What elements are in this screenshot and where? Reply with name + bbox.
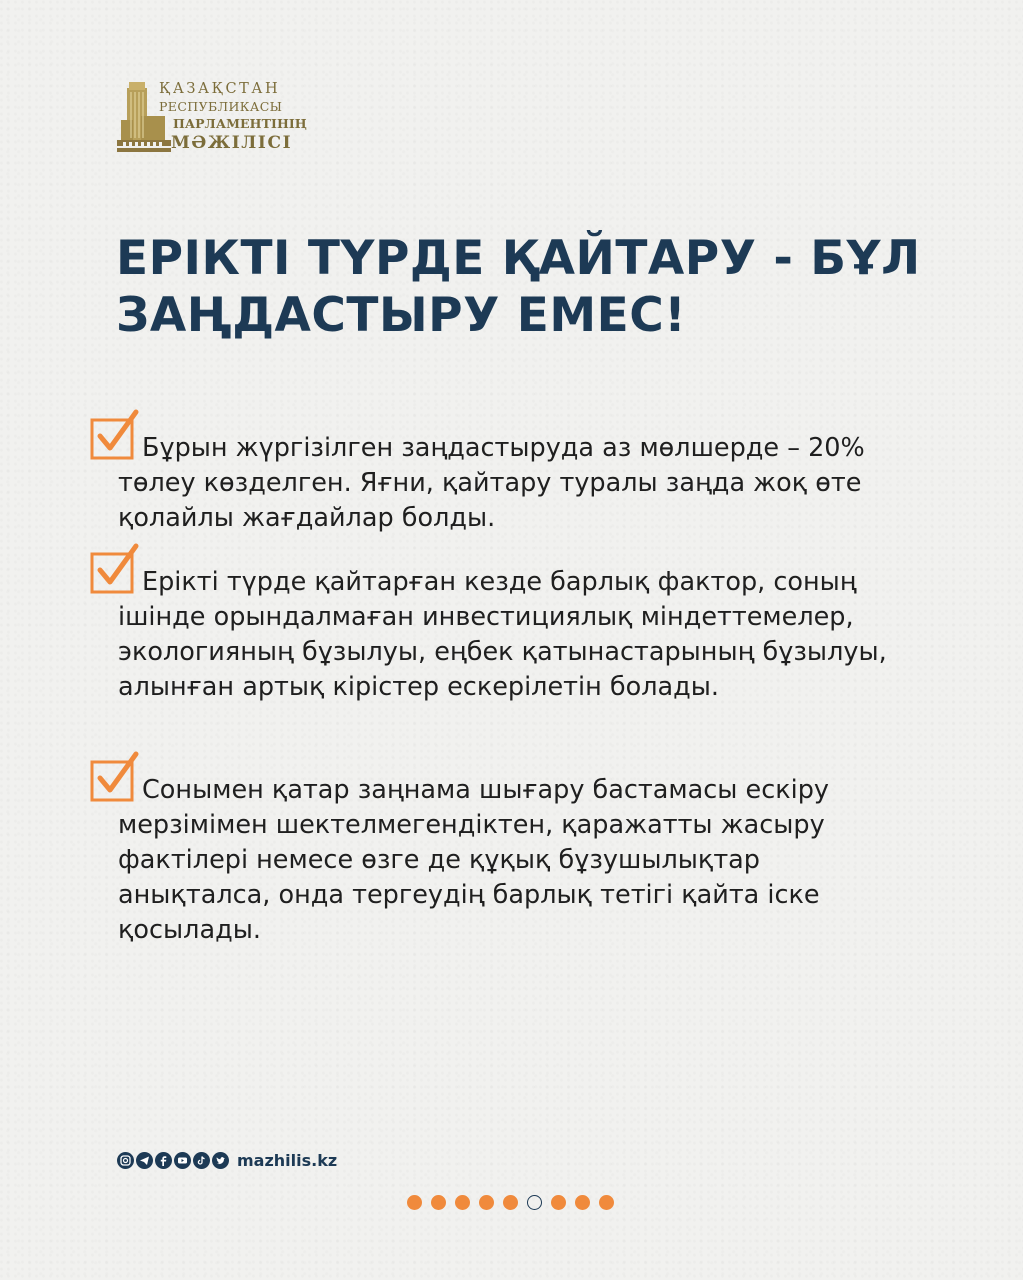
pagination-dots xyxy=(407,1195,623,1210)
website-link[interactable]: mazhilis.kz xyxy=(237,1150,338,1170)
logo-line-1: ҚАЗАҚСТАН xyxy=(159,81,281,97)
pagination-dot[interactable] xyxy=(431,1195,446,1210)
social-links xyxy=(117,1150,337,1170)
checkbox-checked-icon xyxy=(90,408,142,460)
list-item-text: Ерікті түрде қайтарған кезде барлық фактор, соның ішінде орындалмаған инвестициялық міндеттемелер, экологияның бұзылуы, еңбек қатынастарының бұзылуы, алынған артық кірістер ескерілетін болады. xyxy=(118,567,887,702)
pagination-dot[interactable] xyxy=(551,1195,566,1210)
pagination-dot[interactable] xyxy=(479,1195,494,1210)
instagram-icon[interactable] xyxy=(117,1152,134,1169)
twitter-icon[interactable] xyxy=(212,1152,229,1169)
page-title: ЕРІКТІ ТҮРДЕ ҚАЙТАРУ - БҰЛ ЗАҢДАСТЫРУ ЕМЕС! xyxy=(116,231,921,343)
pagination-dot-active[interactable] xyxy=(527,1195,542,1210)
parliament-logo xyxy=(117,80,307,154)
pagination-dot[interactable] xyxy=(455,1195,470,1210)
list-item xyxy=(90,542,910,705)
logo-line-2: РЕСПУБЛИКАСЫ xyxy=(159,98,283,114)
telegram-icon[interactable] xyxy=(136,1152,153,1169)
list-item-text: Бұрын жүргізілген заңдастыруда аз мөлшерде – 20% төлеу көзделген. Яғни, қайтару туралы заңда жоқ өте қолайлы жағдайлар болды. xyxy=(118,433,865,533)
logo-line-4: МӘЖІЛІСІ xyxy=(171,132,293,153)
list-item xyxy=(90,408,910,536)
list-item xyxy=(90,750,910,948)
logo-line-3: ПАРЛАМЕНТІНІҢ xyxy=(173,116,307,131)
facebook-icon[interactable] xyxy=(155,1152,172,1169)
pagination-dot[interactable] xyxy=(575,1195,590,1210)
checkbox-checked-icon xyxy=(90,750,142,802)
pagination-dot[interactable] xyxy=(407,1195,422,1210)
list-item-text: Сонымен қатар заңнама шығару бастамасы ескіру мерзімімен шектелмегендіктен, қаражатты жасыру фактілері немесе өзге де құқық бұзушылықтар анықталса, онда тергеудің барлық тетігі қайта іске қосылады. xyxy=(118,775,829,945)
tiktok-icon[interactable] xyxy=(193,1152,210,1169)
pagination-dot[interactable] xyxy=(503,1195,518,1210)
pagination-dot[interactable] xyxy=(599,1195,614,1210)
youtube-icon[interactable] xyxy=(174,1152,191,1169)
checkbox-checked-icon xyxy=(90,542,142,594)
